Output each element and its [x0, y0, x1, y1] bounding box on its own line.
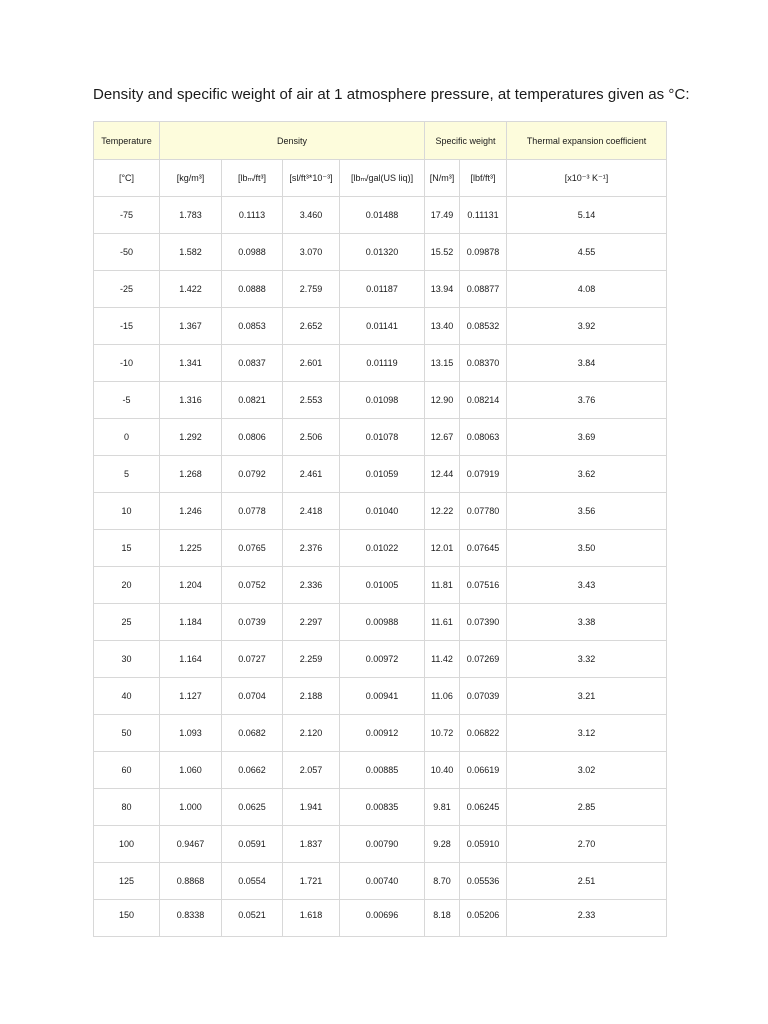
cell-specific-weight-lbf-ft3: 0.08370	[460, 345, 507, 382]
table-row	[94, 567, 667, 604]
cell-specific-weight-n-m3: 11.81	[425, 567, 460, 604]
cell-density-sl-ft3: 2.188	[283, 678, 340, 715]
table-row	[94, 530, 667, 567]
cell-specific-weight-n-m3: 11.06	[425, 678, 460, 715]
cell-temperature: -10	[94, 345, 160, 382]
cell-density-lbm-gal: 0.01078	[340, 419, 425, 456]
cell-temperature: -25	[94, 271, 160, 308]
cell-specific-weight-n-m3: 15.52	[425, 234, 460, 271]
cell-thermal-expansion: 3.76	[507, 382, 667, 419]
cell-density-kg-m3: 0.9467	[160, 826, 222, 863]
cell-density-kg-m3: 1.341	[160, 345, 222, 382]
cell-density-lbm-ft3: 0.0625	[222, 789, 283, 826]
cell-specific-weight-n-m3: 13.15	[425, 345, 460, 382]
table-row	[94, 493, 667, 530]
cell-density-kg-m3: 1.268	[160, 456, 222, 493]
group-header-row	[94, 122, 667, 160]
cell-density-kg-m3: 1.367	[160, 308, 222, 345]
cell-specific-weight-lbf-ft3: 0.05206	[460, 900, 507, 937]
cell-specific-weight-n-m3: 13.40	[425, 308, 460, 345]
cell-specific-weight-n-m3: 12.01	[425, 530, 460, 567]
unit-temperature: [°C]	[94, 160, 160, 197]
cell-thermal-expansion: 3.69	[507, 419, 667, 456]
cell-density-lbm-ft3: 0.0752	[222, 567, 283, 604]
cell-thermal-expansion: 4.08	[507, 271, 667, 308]
cell-density-kg-m3: 1.292	[160, 419, 222, 456]
cell-density-lbm-ft3: 0.0704	[222, 678, 283, 715]
cell-specific-weight-n-m3: 12.90	[425, 382, 460, 419]
cell-thermal-expansion: 2.85	[507, 789, 667, 826]
cell-thermal-expansion: 2.70	[507, 826, 667, 863]
unit-lbm-per-ft3: [lbₘ/ft³]	[222, 160, 283, 197]
cell-density-lbm-ft3: 0.0662	[222, 752, 283, 789]
cell-temperature: 0	[94, 419, 160, 456]
cell-temperature: 10	[94, 493, 160, 530]
cell-density-lbm-gal: 0.00790	[340, 826, 425, 863]
cell-density-kg-m3: 1.204	[160, 567, 222, 604]
cell-temperature: -5	[94, 382, 160, 419]
cell-density-lbm-ft3: 0.0853	[222, 308, 283, 345]
cell-density-lbm-gal: 0.00972	[340, 641, 425, 678]
cell-density-lbm-ft3: 0.0821	[222, 382, 283, 419]
table-row	[94, 752, 667, 789]
cell-density-lbm-gal: 0.00740	[340, 863, 425, 900]
cell-temperature: -75	[94, 197, 160, 234]
table-row	[94, 345, 667, 382]
cell-temperature: 15	[94, 530, 160, 567]
cell-thermal-expansion: 3.02	[507, 752, 667, 789]
cell-specific-weight-lbf-ft3: 0.06245	[460, 789, 507, 826]
cell-specific-weight-lbf-ft3: 0.08532	[460, 308, 507, 345]
cell-temperature: -15	[94, 308, 160, 345]
cell-specific-weight-n-m3: 12.22	[425, 493, 460, 530]
cell-density-sl-ft3: 2.506	[283, 419, 340, 456]
unit-lbf-per-ft3: [lbf/ft³]	[460, 160, 507, 197]
table-row	[94, 271, 667, 308]
cell-temperature: 80	[94, 789, 160, 826]
cell-specific-weight-n-m3: 10.40	[425, 752, 460, 789]
cell-specific-weight-n-m3: 8.18	[425, 900, 460, 937]
cell-density-sl-ft3: 2.759	[283, 271, 340, 308]
specific-weight-header: Specific weight	[425, 122, 507, 160]
table-row	[94, 308, 667, 345]
cell-thermal-expansion: 4.55	[507, 234, 667, 271]
unit-expansion: [x10⁻³ K⁻¹]	[507, 160, 667, 197]
table-row	[94, 197, 667, 234]
cell-temperature: 40	[94, 678, 160, 715]
cell-thermal-expansion: 2.51	[507, 863, 667, 900]
cell-specific-weight-lbf-ft3: 0.07919	[460, 456, 507, 493]
cell-density-sl-ft3: 2.336	[283, 567, 340, 604]
cell-density-lbm-gal: 0.01488	[340, 197, 425, 234]
cell-specific-weight-lbf-ft3: 0.07645	[460, 530, 507, 567]
cell-density-lbm-ft3: 0.0778	[222, 493, 283, 530]
table-row	[94, 863, 667, 900]
temperature-header: Temperature	[94, 122, 160, 160]
cell-density-lbm-ft3: 0.0806	[222, 419, 283, 456]
cell-specific-weight-n-m3: 10.72	[425, 715, 460, 752]
cell-density-lbm-gal: 0.00912	[340, 715, 425, 752]
cell-specific-weight-lbf-ft3: 0.08877	[460, 271, 507, 308]
table-row	[94, 234, 667, 271]
cell-specific-weight-n-m3: 9.28	[425, 826, 460, 863]
cell-specific-weight-n-m3: 11.42	[425, 641, 460, 678]
cell-density-lbm-gal: 0.01022	[340, 530, 425, 567]
cell-density-lbm-gal: 0.01320	[340, 234, 425, 271]
cell-density-lbm-ft3: 0.0888	[222, 271, 283, 308]
unit-header-row	[94, 160, 667, 197]
table-row	[94, 826, 667, 863]
cell-density-sl-ft3: 2.297	[283, 604, 340, 641]
cell-density-lbm-ft3: 0.0727	[222, 641, 283, 678]
cell-density-sl-ft3: 3.460	[283, 197, 340, 234]
cell-density-sl-ft3: 2.259	[283, 641, 340, 678]
cell-density-lbm-ft3: 0.0554	[222, 863, 283, 900]
cell-density-kg-m3: 1.060	[160, 752, 222, 789]
cell-specific-weight-lbf-ft3: 0.08214	[460, 382, 507, 419]
cell-temperature: 25	[94, 604, 160, 641]
cell-thermal-expansion: 5.14	[507, 197, 667, 234]
cell-density-kg-m3: 1.184	[160, 604, 222, 641]
cell-thermal-expansion: 3.12	[507, 715, 667, 752]
cell-density-lbm-gal: 0.00696	[340, 900, 425, 937]
cell-temperature: 50	[94, 715, 160, 752]
cell-thermal-expansion: 3.21	[507, 678, 667, 715]
cell-density-sl-ft3: 2.601	[283, 345, 340, 382]
cell-thermal-expansion: 3.32	[507, 641, 667, 678]
unit-lbm-per-gal: [lbₘ/gal(US liq)]	[340, 160, 425, 197]
cell-temperature: 100	[94, 826, 160, 863]
cell-density-kg-m3: 1.783	[160, 197, 222, 234]
cell-density-kg-m3: 1.127	[160, 678, 222, 715]
thermal-expansion-header: Thermal expansion coefficient	[507, 122, 667, 160]
cell-density-lbm-gal: 0.01187	[340, 271, 425, 308]
cell-density-sl-ft3: 2.553	[283, 382, 340, 419]
cell-specific-weight-n-m3: 17.49	[425, 197, 460, 234]
cell-temperature: 5	[94, 456, 160, 493]
cell-density-lbm-gal: 0.01005	[340, 567, 425, 604]
table-row	[94, 641, 667, 678]
cell-temperature: -50	[94, 234, 160, 271]
density-header: Density	[160, 122, 425, 160]
cell-density-lbm-ft3: 0.0792	[222, 456, 283, 493]
cell-specific-weight-lbf-ft3: 0.06619	[460, 752, 507, 789]
table-row	[94, 678, 667, 715]
unit-sl-per-ft3: [sl/ft³*10⁻³]	[283, 160, 340, 197]
cell-specific-weight-n-m3: 9.81	[425, 789, 460, 826]
cell-density-kg-m3: 1.246	[160, 493, 222, 530]
cell-density-lbm-gal: 0.01040	[340, 493, 425, 530]
unit-kg-per-m3: [kg/m³]	[160, 160, 222, 197]
cell-density-lbm-gal: 0.00941	[340, 678, 425, 715]
cell-density-lbm-gal: 0.00835	[340, 789, 425, 826]
cell-density-sl-ft3: 2.120	[283, 715, 340, 752]
cell-density-sl-ft3: 2.057	[283, 752, 340, 789]
table-row	[94, 382, 667, 419]
cell-density-lbm-ft3: 0.0521	[222, 900, 283, 937]
cell-specific-weight-lbf-ft3: 0.07516	[460, 567, 507, 604]
cell-density-sl-ft3: 2.461	[283, 456, 340, 493]
cell-thermal-expansion: 3.62	[507, 456, 667, 493]
cell-thermal-expansion: 2.33	[507, 900, 667, 937]
cell-specific-weight-lbf-ft3: 0.07390	[460, 604, 507, 641]
cell-specific-weight-lbf-ft3: 0.06822	[460, 715, 507, 752]
table-row	[94, 900, 667, 937]
cell-density-lbm-ft3: 0.0988	[222, 234, 283, 271]
cell-density-lbm-gal: 0.01059	[340, 456, 425, 493]
cell-specific-weight-lbf-ft3: 0.11131	[460, 197, 507, 234]
cell-specific-weight-n-m3: 11.61	[425, 604, 460, 641]
table-row	[94, 456, 667, 493]
cell-density-kg-m3: 0.8338	[160, 900, 222, 937]
table-row	[94, 789, 667, 826]
cell-temperature: 125	[94, 863, 160, 900]
cell-density-lbm-ft3: 0.0739	[222, 604, 283, 641]
cell-specific-weight-lbf-ft3: 0.08063	[460, 419, 507, 456]
table-row	[94, 715, 667, 752]
cell-density-lbm-ft3: 0.1113	[222, 197, 283, 234]
cell-temperature: 30	[94, 641, 160, 678]
cell-thermal-expansion: 3.56	[507, 493, 667, 530]
cell-density-kg-m3: 1.422	[160, 271, 222, 308]
cell-density-lbm-gal: 0.00988	[340, 604, 425, 641]
cell-specific-weight-lbf-ft3: 0.05536	[460, 863, 507, 900]
cell-density-sl-ft3: 3.070	[283, 234, 340, 271]
cell-specific-weight-lbf-ft3: 0.09878	[460, 234, 507, 271]
cell-density-kg-m3: 1.164	[160, 641, 222, 678]
cell-density-lbm-gal: 0.01098	[340, 382, 425, 419]
cell-density-sl-ft3: 2.418	[283, 493, 340, 530]
cell-density-sl-ft3: 1.941	[283, 789, 340, 826]
cell-thermal-expansion: 3.92	[507, 308, 667, 345]
cell-thermal-expansion: 3.43	[507, 567, 667, 604]
cell-specific-weight-lbf-ft3: 0.05910	[460, 826, 507, 863]
cell-specific-weight-n-m3: 12.67	[425, 419, 460, 456]
cell-density-lbm-ft3: 0.0837	[222, 345, 283, 382]
cell-density-sl-ft3: 2.652	[283, 308, 340, 345]
cell-density-lbm-ft3: 0.0682	[222, 715, 283, 752]
cell-density-lbm-ft3: 0.0591	[222, 826, 283, 863]
cell-temperature: 20	[94, 567, 160, 604]
cell-density-sl-ft3: 1.618	[283, 900, 340, 937]
cell-thermal-expansion: 3.84	[507, 345, 667, 382]
cell-density-kg-m3: 1.225	[160, 530, 222, 567]
cell-thermal-expansion: 3.38	[507, 604, 667, 641]
cell-density-kg-m3: 1.316	[160, 382, 222, 419]
cell-specific-weight-n-m3: 12.44	[425, 456, 460, 493]
cell-specific-weight-lbf-ft3: 0.07780	[460, 493, 507, 530]
cell-specific-weight-lbf-ft3: 0.07269	[460, 641, 507, 678]
cell-density-sl-ft3: 1.721	[283, 863, 340, 900]
cell-density-kg-m3: 0.8868	[160, 863, 222, 900]
cell-density-sl-ft3: 1.837	[283, 826, 340, 863]
air-properties-table	[93, 121, 667, 937]
cell-temperature: 60	[94, 752, 160, 789]
cell-density-lbm-gal: 0.01141	[340, 308, 425, 345]
cell-density-lbm-gal: 0.00885	[340, 752, 425, 789]
cell-temperature: 150	[94, 900, 160, 937]
table-row	[94, 419, 667, 456]
cell-density-sl-ft3: 2.376	[283, 530, 340, 567]
cell-density-lbm-gal: 0.01119	[340, 345, 425, 382]
cell-density-kg-m3: 1.582	[160, 234, 222, 271]
cell-specific-weight-n-m3: 13.94	[425, 271, 460, 308]
unit-n-per-m3: [N/m³]	[425, 160, 460, 197]
table-row	[94, 604, 667, 641]
cell-thermal-expansion: 3.50	[507, 530, 667, 567]
cell-density-kg-m3: 1.000	[160, 789, 222, 826]
cell-density-kg-m3: 1.093	[160, 715, 222, 752]
page-title: Density and specific weight of air at 1 atmosphere pressure, at temperatures given as °C:	[93, 86, 690, 103]
cell-specific-weight-n-m3: 8.70	[425, 863, 460, 900]
cell-specific-weight-lbf-ft3: 0.07039	[460, 678, 507, 715]
cell-density-lbm-ft3: 0.0765	[222, 530, 283, 567]
